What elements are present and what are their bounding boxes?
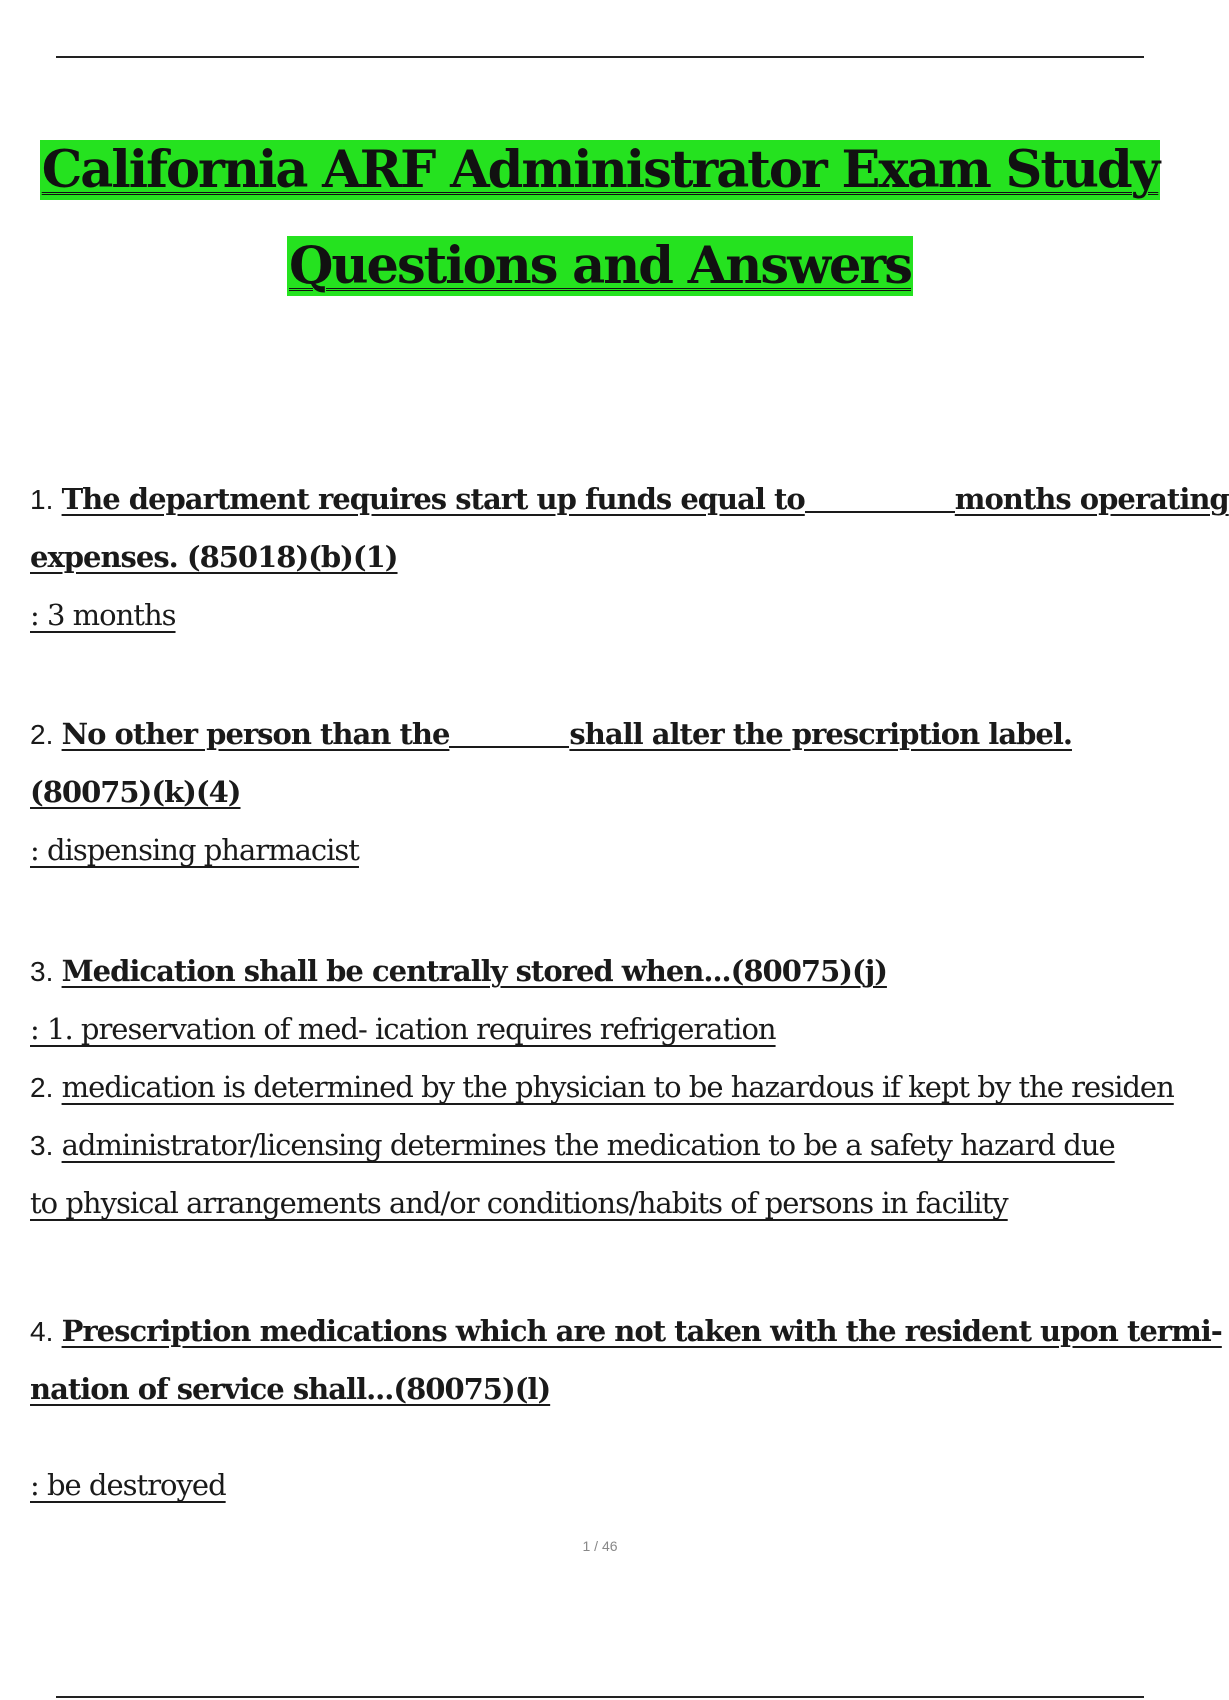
answer-text: : 1. preservation of med- ication requires refrigeration xyxy=(30,1012,776,1046)
top-rule xyxy=(56,56,1144,58)
question-1 xyxy=(30,470,1229,644)
question-2 xyxy=(30,705,1190,879)
answer-text: : dispensing pharmacist xyxy=(30,833,359,867)
fill-in-blank xyxy=(805,481,955,513)
answer-text: administrator/licensing determines the medication to be a safety hazard due xyxy=(61,1128,1115,1162)
question-text: shall alter the prescription label. xyxy=(569,717,1072,751)
bottom-rule xyxy=(56,1696,1144,1698)
fill-in-blank xyxy=(449,716,569,748)
question-text: months operating xyxy=(954,482,1229,516)
question-number: 1. xyxy=(30,484,54,515)
question-text: The department requires start up funds equal to xyxy=(61,482,805,516)
question-4 xyxy=(30,1302,1222,1514)
question-text: Medication shall be centrally stored when...(80075)(j) xyxy=(61,954,887,988)
page-indicator: 1 / 46 xyxy=(582,1538,618,1554)
question-number: 4. xyxy=(30,1316,54,1347)
title-line-2: Questions and Answers xyxy=(289,236,911,296)
answer-text: to physical arrangements and/or conditions/habits of persons in facility xyxy=(30,1186,1008,1220)
question-text: expenses. (85018)(b)(1) xyxy=(30,540,398,574)
document-title xyxy=(0,140,1200,296)
question-text: nation of service shall...(80075)(l) xyxy=(30,1372,551,1406)
answer-item-number: 2. xyxy=(30,1072,54,1103)
answer-text: : 3 months xyxy=(30,598,176,632)
question-number: 3. xyxy=(30,956,54,987)
answer-text: : be destroyed xyxy=(30,1468,226,1502)
question-3 xyxy=(30,942,1190,1232)
answer-item-number: 3. xyxy=(30,1130,54,1161)
question-number: 2. xyxy=(30,719,54,750)
title-line-1: California ARF Administrator Exam Study xyxy=(41,140,1159,200)
question-text: Prescription medications which are not taken with the resident upon termi- xyxy=(61,1314,1222,1348)
question-text: No other person than the xyxy=(61,717,450,751)
answer-text: medication is determined by the physician to be hazardous if kept by the residen xyxy=(61,1070,1174,1104)
question-text: (80075)(k)(4) xyxy=(30,775,241,809)
